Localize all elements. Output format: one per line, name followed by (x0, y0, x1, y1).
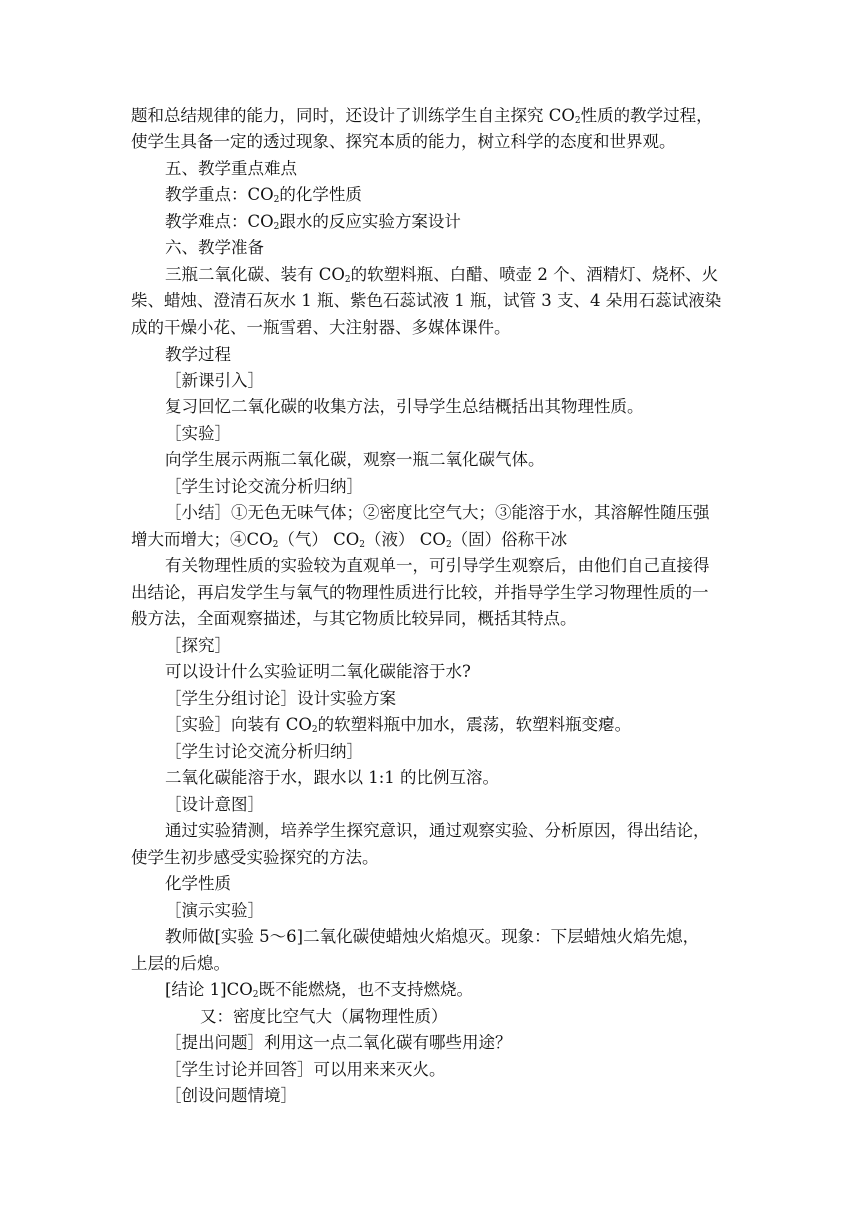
paragraph-line: 向学生展示两瓶二氧化碳，观察一瓶二氧化碳气体。 (165, 450, 545, 469)
bracket-label: ［演示实验］ (165, 901, 264, 920)
paragraph-line: [结论 $1]CO_2$既不能燃烧，也不支持燃烧。 (165, 980, 474, 1000)
paragraph-line: 成的干燥小花、一瓶雪碧、大注射器、多媒体课件。 (131, 318, 511, 337)
paragraph-line: 柴、蜡烛、澄清石灰水 1 瓶、紫色石蕊试液 1 瓶，试管 3 支、4 朵用石蕊试液染 (131, 291, 722, 310)
section-heading: 教学过程 (165, 345, 231, 364)
bracket-label: ［设计意图］ (165, 795, 264, 814)
paragraph-line: 有关物理性质的实验较为直观单一，可引导学生观察后，由他们自己直接得 (165, 556, 710, 575)
paragraph-line: 教师做[实验 5～6]二氧化碳使蜡烛火焰熄灭。现象：下层蜡烛火焰先熄， (165, 927, 700, 946)
paragraph-line: 复习回忆二氧化碳的收集方法，引导学生总结概括出其物理性质。 (165, 397, 644, 416)
paragraph-line: 题和总结规律的能力，同时，还设计了训练学生自主探究 $CO_2$性质的教学过程， (131, 106, 713, 126)
paragraph-line: 增大而增大；$④CO_2$（气） $CO_2$（液） $CO_2$（固）俗称干冰 (131, 530, 568, 550)
paragraph-line: 通过实验猜测，培养学生探究意识，通过观察实验、分析原因，得出结论， (165, 821, 710, 840)
paragraph-line: 教学重点：$CO_2$的化学性质 (165, 185, 362, 205)
section-heading: 五、教学重点难点 (165, 159, 297, 178)
paragraph-line: ［小结］①无色无味气体；②密度比空气大；③能溶于水，其溶解性随压强 (165, 503, 710, 522)
bracket-label: ［学生讨论交流分析归纳］ (165, 742, 363, 761)
paragraph-line: 出结论，再启发学生与氧气的物理性质进行比较，并指导学生学习物理性质的一 (131, 583, 709, 602)
section-heading: 化学性质 (165, 874, 231, 893)
bracket-label: ［新课引入］ (165, 371, 264, 390)
paragraph-line: 使学生初步感受实验探究的方法。 (131, 848, 379, 867)
paragraph-line: 二氧化碳能溶于水，跟水以 1:1 的比例互溶。 (165, 768, 500, 787)
paragraph-line: 般方法，全面观察描述，与其它物质比较异同，概括其特点。 (131, 609, 577, 628)
paragraph-line: 又：密度比空气大（属物理性质） (200, 1007, 448, 1026)
bracket-label: ［学生讨论交流分析归纳］ (165, 477, 363, 496)
bracket-label: ［探究］ (165, 636, 231, 655)
bracket-label: ［实验］ (165, 424, 231, 443)
paragraph-line: 可以设计什么实验证明二氧化碳能溶于水? (165, 662, 471, 681)
paragraph-line: 教学难点：$CO_2$跟水的反应实验方案设计 (165, 212, 461, 232)
section-heading: 六、教学准备 (165, 238, 264, 257)
paragraph-line: ［提出问题］利用这一点二氧化碳有哪些用途？ (165, 1033, 512, 1052)
paragraph-line: ［学生讨论并回答］可以用来来灭火。 (165, 1060, 446, 1079)
paragraph-line: ［实验］向装有 $CO_2$的软塑料瓶中加水，震荡，软塑料瓶变瘪。 (165, 715, 632, 735)
bracket-label: ［创设问题情境］ (165, 1086, 297, 1105)
paragraph-line: ［学生分组讨论］设计实验方案 (165, 689, 396, 708)
paragraph-line: 三瓶二氧化碳、装有 $CO_2$的软塑料瓶、白醋、喷壶 2 个、酒精灯、烧杯、火 (165, 265, 719, 285)
paragraph-line: 使学生具备一定的透过现象、探究本质的能力，树立科学的态度和世界观。 (131, 132, 676, 151)
paragraph-line: 上层的后熄。 (131, 954, 230, 973)
